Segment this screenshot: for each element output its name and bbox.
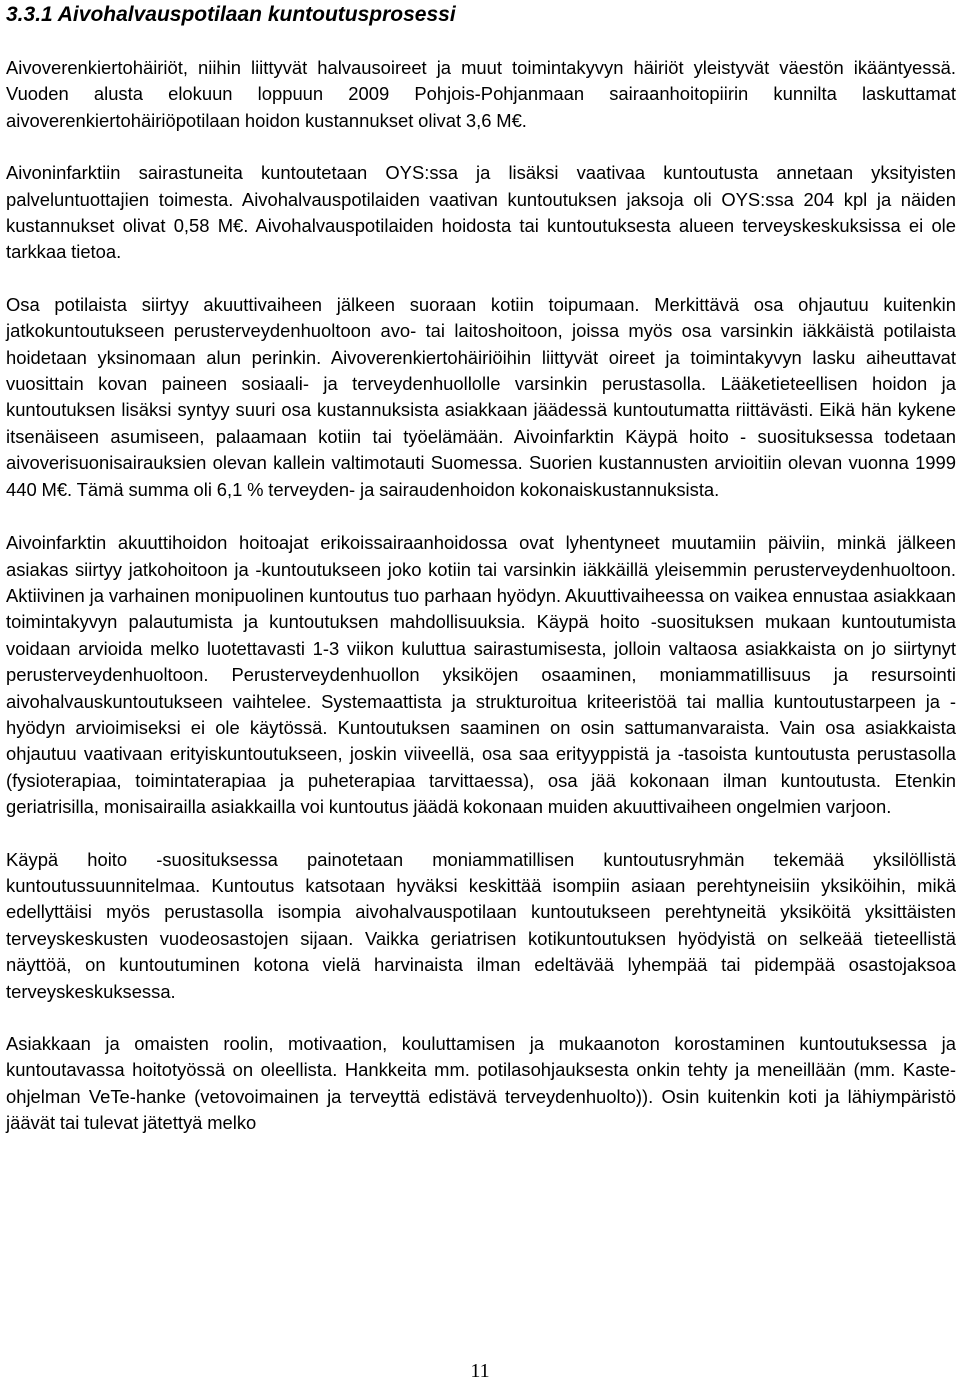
page-number: 11 (470, 1360, 490, 1382)
paragraph-4: Aivoinfarktin akuuttihoidon hoitoajat erikoissairaanhoidossa ovat lyhentyneet muutamiin päiviin, minkä jälkeen asiakas siirtyy jatkohoitoon ja -kuntoutukseen joko kotiin tai varsinkin iäkkäillä yleisemmin perusterveydenhuoltoon. Aktiivinen ja varhainen monipuolinen kuntoutus tuo parhaan hyödyn. Akuuttivaiheessa on vaikea ennustaa asiakkaan toimintakyvyn palautumista ja kuntoutuksen mahdollisuuksia. Käypä hoito -suosituksen mukaan kuntoutumista voidaan arvioida melko luotettavasti 1-3 viikon kuluttua sairastumisesta, jolloin valtaosa asiakkaista on jo siirtynyt perusterveydenhuoltoon. Perusterveydenhuollon yksiköjen osaaminen, moniammatillisuus ja resursointi aivohalvauskuntoutukseen vaihtelee. Systemaattista ja strukturoitua kriteeristöä tai mallia kuntoutustarpeen ja -hyödyn arvioimiseksi ei ole käytössä. Kuntoutuksen saaminen on osin sattumanvaraista. Vain osa asiakkaista ohjautuu vaativaan erityiskuntoutukseen, joskin viiveellä, osa saa erityyppistä ja -tasoista kuntoutusta perustasolla (fysioterapiaa, toimintaterapiaa ja puheterapiaa tarvittaessa), osa jää kokonaan ilman kuntoutusta. Etenkin geriatrisilla, monisairailla asiakkailla voi kuntoutus jäädä kokonaan muiden akuuttivaiheen ongelmien varjoon. (6, 532, 956, 818)
section-heading: 3.3.1 Aivohalvauspotilaan kuntoutusprosessi (6, 3, 456, 26)
paragraph-2: Aivoninfarktiin sairastuneita kuntoutetaan OYS:ssa ja lisäksi vaativaa kuntoutusta annetaan yksityisten palveluntuottajien toimesta. Aivohalvauspotilaiden vaativan kuntoutuksen jaksoja oli OYS:ssa 204 kpl ja näiden kustannukset olivat 0,58 M€. Aivohalvauspotilaiden hoidosta tai kuntoutuksesta alueen terveyskeskuksissa ei ole tarkkaa tietoa. (6, 162, 956, 263)
paragraph-3: Osa potilaista siirtyy akuuttivaiheen jälkeen suoraan kotiin toipumaan. Merkittävä osa ohjautuu kuitenkin jatkokuntoutukseen perusterveydenhuoltoon avo- tai laitoshoitoon, joissa myös osa varsinkin iäkkäistä potilaista hoidetaan yksinomaan alun perinkin. Aivoverenkiertohäiriöihin liittyvät oireet ja toimintakyvyn lasku aiheuttavat vuosittain kovan paineen sosiaali- ja terveydenhuollolle varsinkin perustasolla. Lääketieteellisen hoidon ja kuntoutuksen lisäksi syntyy suuri osa kustannuksista asiakkaan jäädessä kuntoutumatta riittävästi. Eikä hän kykene itsenäiseen asumiseen, palaamaan kotiin tai työelämään. Aivoinfarktin Käypä hoito - suosituksessa todetaan aivoverisuonisairauksien olevan kallein valtimotauti Suomessa. Suorien kustannusten arvioitiin olevan vuonna 1999 440 M€. Tämä summa oli 6,1 % terveyden- ja sairaudenhoidon kokonaiskustannuksista. (6, 293, 956, 500)
document-page (6, 0, 956, 1137)
paragraph-1: Aivoverenkiertohäiriöt, niihin liittyvät halvausoireet ja muut toimintakyvyn häiriöt yleistyvät väestön ikääntyessä. Vuoden alusta elokuun loppuun 2009 Pohjois-Pohjanmaan sairaanhoitopiirin kunnilta laskuttamat aivoverenkiertohäiriöpotilaan hoidon kustannukset olivat 3,6 M€. (6, 57, 956, 131)
paragraph-6: Asiakkaan ja omaisten roolin, motivaation, kouluttamisen ja mukaanoton korostaminen kuntoutuksessa ja kuntoutavassa hoitotyössä on oleellista. Hankkeita mm. potilasohjauksesta onkin tehty ja meneillään (mm. Kaste-ohjelman VeTe-hanke (vetovoimainen ja terveyttä edistävä terveydenhuolto)). Osin kuitenkin koti ja lähiympäristö jäävät tai tulevat jätettyä melko (6, 1033, 956, 1134)
paragraph-5: Käypä hoito -suosituksessa painotetaan moniammatillisen kuntoutusryhmän tekemää yksilöllistä kuntoutussuunnitelmaa. Kuntoutus katsotaan hyväksi keskittää isompiin asiaan perehtyneisiin yksiköihin, mikä edellyttäisi myös perustasolla isompia aivohalvauspotilaan kuntoutukseen perehtyneitä yksiköitä yksittäisten terveyskeskusten vuodeosastojen sijaan. Vaikka geriatrisen kotikuntoutuksen hyödyistä on selkeää tieteellistä näyttöä, on kuntoutuminen kotona vielä harvinaista ilman edeltävää lyhempää tai pidempää osastojaksoa terveyskeskuksessa. (6, 848, 956, 1002)
